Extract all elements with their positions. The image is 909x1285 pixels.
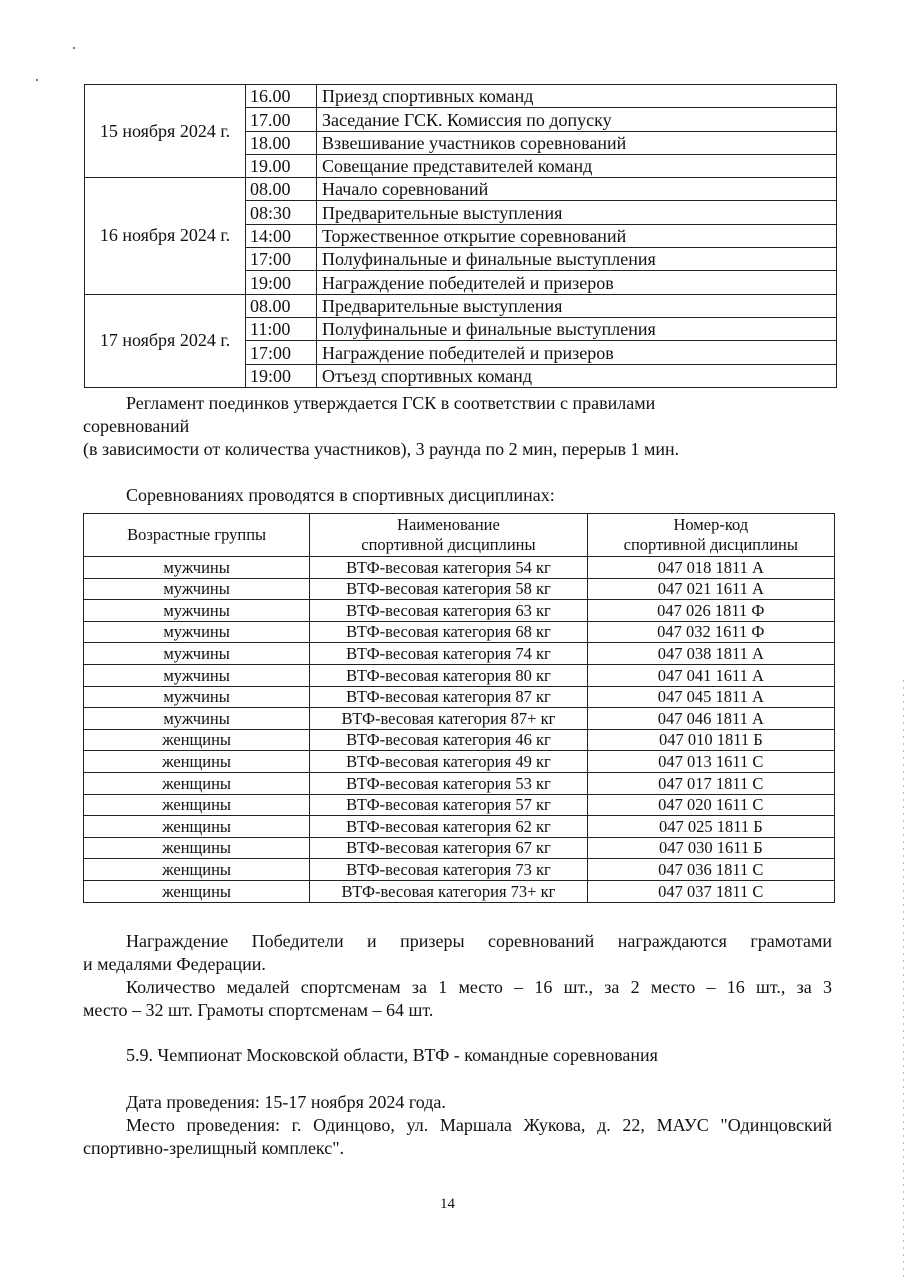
schedule-event: Взвешивание участников соревнований (317, 131, 837, 154)
cell-group: женщины (84, 880, 310, 902)
cell-group: женщины (84, 837, 310, 859)
schedule-time: 08.00 (246, 294, 317, 317)
schedule-event: Начало соревнований (317, 178, 837, 201)
schedule-event: Заседание ГСК. Комиссия по допуску (317, 108, 837, 131)
schedule-time: 16.00 (246, 85, 317, 108)
schedule-event: Полуфинальные и финальные выступления (317, 317, 837, 340)
schedule-date: 16 ноября 2024 г. (85, 178, 246, 294)
cell-code: 047 017 1811 С (587, 772, 834, 794)
cell-group: женщины (84, 859, 310, 881)
cell-code: 047 018 1811 А (587, 557, 834, 579)
regulation-line-3: (в зависимости от количества участников), 3 раунда по 2 мин, перерыв 1 мин. (83, 439, 680, 459)
cell-code: 047 038 1811 А (587, 643, 834, 665)
scan-speck (73, 47, 75, 49)
cell-name: ВТФ-весовая категория 73+ кг (310, 880, 587, 902)
cell-name: ВТФ-весовая категория 49 кг (310, 751, 587, 773)
header-age-group: Возрастные группы (84, 514, 310, 557)
awards-line-4: место – 32 шт. Грамоты спортсменам – 64 шт. (83, 1000, 434, 1020)
section-place-line-2: спортивно-зрелищный комплекс". (83, 1138, 345, 1158)
cell-code: 047 013 1611 С (587, 751, 834, 773)
cell-group: мужчины (84, 686, 310, 708)
table-row (84, 664, 835, 686)
table-row (84, 816, 835, 838)
cell-name: ВТФ-весовая категория 53 кг (310, 772, 587, 794)
cell-code: 047 010 1811 Б (587, 729, 834, 751)
cell-code: 047 046 1811 А (587, 708, 834, 730)
cell-name: ВТФ-весовая категория 87 кг (310, 686, 587, 708)
page-number: 14 (440, 1196, 455, 1212)
cell-group: мужчины (84, 664, 310, 686)
cell-group: женщины (84, 772, 310, 794)
section-place-line-1: Место проведения: г. Одинцово, ул. Маршала Жукова, д. 22, МАУС "Одинцовский (126, 1115, 832, 1135)
cell-name: ВТФ-весовая категория 46 кг (310, 729, 587, 751)
table-row (85, 178, 837, 201)
cell-name: ВТФ-весовая категория 57 кг (310, 794, 587, 816)
cell-code: 047 025 1811 Б (587, 816, 834, 838)
awards-line-2: и медалями Федерации. (83, 954, 266, 974)
table-row (84, 600, 835, 622)
awards-line-3: Количество медалей спортсменам за 1 место – 16 шт., за 2 место – 16 шт., за 3 (126, 977, 832, 997)
regulation-line-2: соревнований (83, 416, 190, 436)
schedule-time: 11:00 (246, 317, 317, 340)
schedule-event: Награждение победителей и призеров (317, 341, 837, 364)
cell-code: 047 037 1811 С (587, 880, 834, 902)
table-row (84, 686, 835, 708)
schedule-event: Предварительные выступления (317, 294, 837, 317)
table-row (85, 294, 837, 317)
table-row (84, 751, 835, 773)
cell-group: мужчины (84, 578, 310, 600)
schedule-time: 19:00 (246, 271, 317, 294)
schedule-time: 18.00 (246, 131, 317, 154)
cell-code: 047 032 1611 Ф (587, 621, 834, 643)
table-row (84, 794, 835, 816)
schedule-time: 17:00 (246, 341, 317, 364)
cell-name: ВТФ-весовая категория 54 кг (310, 557, 587, 579)
cell-group: мужчины (84, 557, 310, 579)
schedule-event: Предварительные выступления (317, 201, 837, 224)
schedule-time: 17.00 (246, 108, 317, 131)
cell-group: мужчины (84, 621, 310, 643)
schedule-time: 08.00 (246, 178, 317, 201)
schedule-date: 17 ноября 2024 г. (85, 294, 246, 387)
table-header-row (84, 514, 835, 557)
scan-speck (36, 79, 38, 81)
schedule-time: 14:00 (246, 224, 317, 247)
cell-group: мужчины (84, 643, 310, 665)
schedule-event: Полуфинальные и финальные выступления (317, 248, 837, 271)
section-date: Дата проведения: 15-17 ноября 2024 года. (126, 1092, 446, 1112)
table-row (84, 708, 835, 730)
schedule-time: 19:00 (246, 364, 317, 387)
cell-code: 047 041 1611 А (587, 664, 834, 686)
schedule-time: 17:00 (246, 248, 317, 271)
cell-name: ВТФ-весовая категория 87+ кг (310, 708, 587, 730)
cell-code: 047 030 1611 Б (587, 837, 834, 859)
header-name-line-2: спортивной дисциплины (361, 535, 536, 554)
cell-group: женщины (84, 729, 310, 751)
scan-edge (903, 680, 904, 1280)
cell-name: ВТФ-весовая категория 74 кг (310, 643, 587, 665)
schedule-time: 19.00 (246, 154, 317, 177)
schedule-table (84, 84, 837, 388)
awards-line-1: Награждение Победители и призеры соревнований награждаются грамотами (126, 931, 832, 951)
header-discipline-code (587, 514, 834, 557)
cell-group: женщины (84, 794, 310, 816)
section-title: 5.9. Чемпионат Московской области, ВТФ - командные соревнования (126, 1045, 658, 1065)
schedule-date: 15 ноября 2024 г. (85, 85, 246, 178)
cell-code: 047 020 1611 С (587, 794, 834, 816)
cell-code: 047 021 1611 А (587, 578, 834, 600)
cell-group: мужчины (84, 708, 310, 730)
header-name-line-1: Наименование (397, 515, 500, 534)
cell-code: 047 026 1811 Ф (587, 600, 834, 622)
cell-code: 047 036 1811 С (587, 859, 834, 881)
table-row (85, 85, 837, 108)
schedule-event: Приезд спортивных команд (317, 85, 837, 108)
table-row (84, 880, 835, 902)
table-row (84, 859, 835, 881)
cell-group: женщины (84, 751, 310, 773)
schedule-event: Отъезд спортивных команд (317, 364, 837, 387)
cell-group: женщины (84, 816, 310, 838)
cell-name: ВТФ-весовая категория 80 кг (310, 664, 587, 686)
cell-name: ВТФ-весовая категория 63 кг (310, 600, 587, 622)
table-row (84, 837, 835, 859)
cell-name: ВТФ-весовая категория 62 кг (310, 816, 587, 838)
table-row (84, 643, 835, 665)
cell-name: ВТФ-весовая категория 68 кг (310, 621, 587, 643)
table-row (84, 729, 835, 751)
cell-name: ВТФ-весовая категория 58 кг (310, 578, 587, 600)
schedule-event: Торжественное открытие соревнований (317, 224, 837, 247)
cell-code: 047 045 1811 А (587, 686, 834, 708)
header-code-line-1: Номер-код (673, 515, 749, 534)
regulation-line-1: Регламент поединков утверждается ГСК в соответствии с правилами (126, 393, 656, 413)
cell-group: мужчины (84, 600, 310, 622)
cell-name: ВТФ-весовая категория 67 кг (310, 837, 587, 859)
disciplines-intro: Соревнованиях проводятся в спортивных дисциплинах: (126, 485, 555, 505)
disciplines-table (83, 513, 835, 903)
cell-name: ВТФ-весовая категория 73 кг (310, 859, 587, 881)
header-code-line-2: спортивной дисциплины (623, 535, 798, 554)
table-row (84, 578, 835, 600)
schedule-time: 08:30 (246, 201, 317, 224)
table-row (84, 621, 835, 643)
table-row (84, 772, 835, 794)
table-row (84, 557, 835, 579)
schedule-event: Награждение победителей и призеров (317, 271, 837, 294)
header-discipline-name (310, 514, 587, 557)
schedule-event: Совещание представителей команд (317, 154, 837, 177)
